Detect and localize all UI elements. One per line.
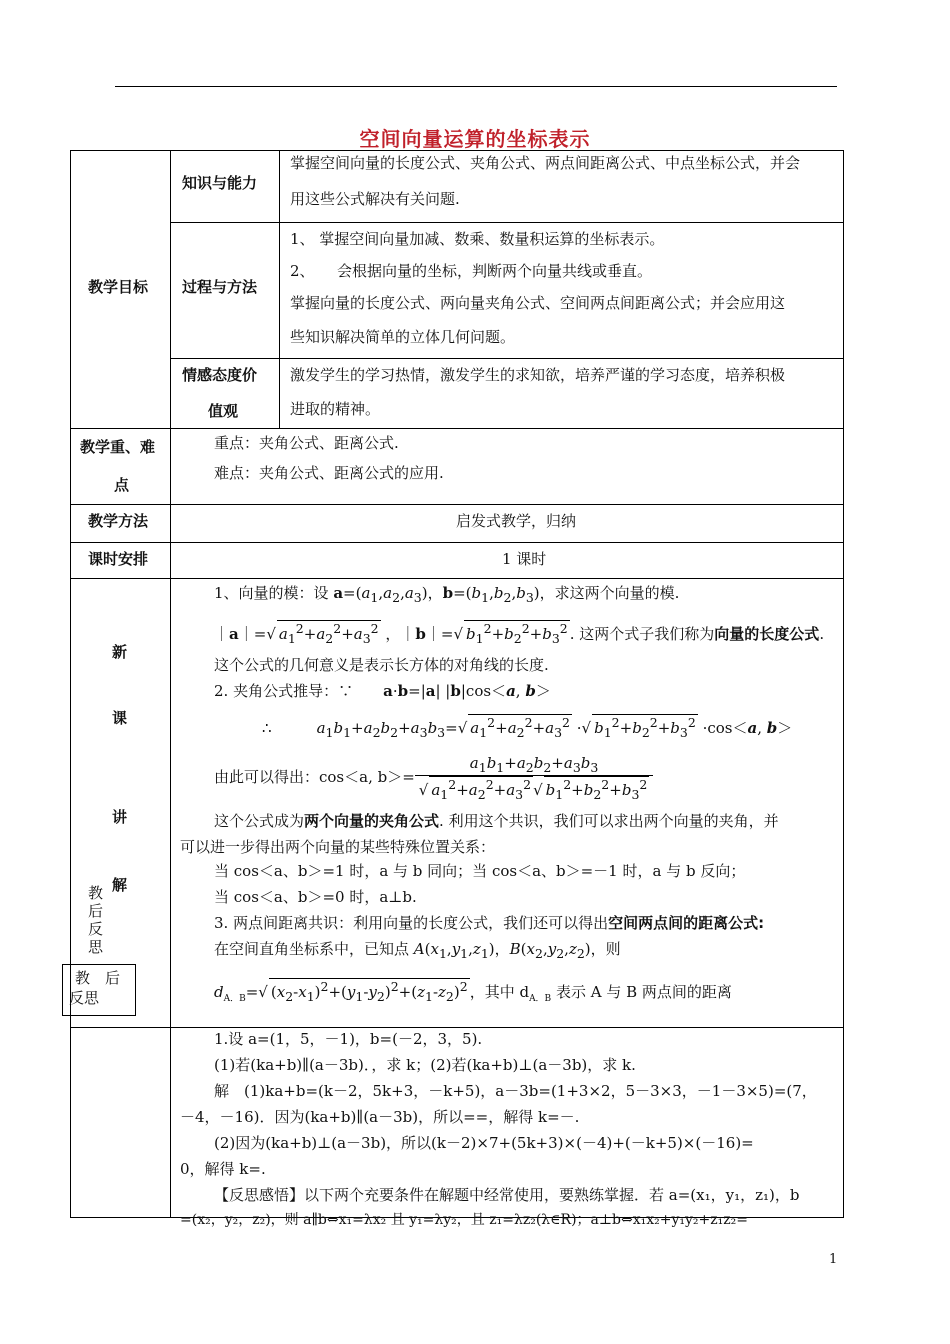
text-span: 1、向量的模：设	[214, 584, 334, 602]
text-span: 空间两点间的距离公式:	[608, 914, 765, 932]
formula-line-6: 由此可以得出：cos＜a, b＞= $\frac{a_1b_1+a_2b_2+a_3b_3}{√ a_1^2+a_2^2+a_3^2 √ b_1^2+b_2^2+b_3^2}$	[214, 754, 653, 802]
process-line-2: 2、 会根据向量的坐标，判断两个向量共线或垂直。	[290, 262, 653, 280]
text-span: 两个向量的夹角公式	[304, 812, 440, 830]
text-span: ，其中 d	[469, 983, 530, 1001]
attitude-text-2: 进取的精神。	[290, 400, 381, 418]
col-divider-1b	[170, 1028, 171, 1218]
attitude-text-1: 激发学生的学习热情，激发学生的求知欲，培养严谨的学习态度，培养积极	[290, 366, 786, 384]
row-line	[170, 222, 844, 223]
schedule-header: 课时安排	[88, 550, 149, 568]
row-line	[70, 578, 844, 579]
text-span: 向量的长度公式	[714, 625, 820, 643]
method-header: 教学方法	[88, 512, 149, 530]
reflect-small-char: 教	[88, 884, 104, 902]
knowledge-label: 知识与能力	[182, 174, 258, 192]
example-line-8: =(x₂，y₂，z₂)，则 a∥b⇔x₁=λx₂ 且 y₁=λy₂，且 z₁=λz₂(λ∈R)；a⊥b⇔x₁x₂+y₁y₂+z₁z₂=	[180, 1212, 748, 1228]
reflect-small-char: 反	[88, 920, 104, 938]
reflect-small-char: 后	[88, 902, 104, 920]
col-divider-2	[279, 150, 280, 428]
row-line	[70, 428, 844, 429]
text-span: 3. 两点间距离共识：利用向量的长度公式，我们还可以得出	[214, 914, 609, 932]
table-border-top	[70, 150, 844, 151]
formula-line-2: ｜a｜=√ $a_1^2+a_2^2+a_3^2$ ，｜b｜=√ $b_1^2+b_2^2+b_3^2$ . 这两个式子我们称为向量的长度公式.	[214, 621, 825, 646]
text-span: 2. 夹角公式推导：∵	[214, 682, 354, 700]
example-line-3: 解 (1)ka+b=(k－2，5k+3，－k+5)，a－3b=(1+3×2，5－3×3，－1－3×5)=(7，	[214, 1082, 817, 1100]
formula-line-11	[214, 914, 764, 932]
text-span: 表示 A 与 B 两点间的距离	[551, 983, 732, 1001]
text-span: ，求这两个向量的模.	[539, 584, 680, 602]
knowledge-text-1: 掌握空间向量的长度公式、夹角公式、两点间距离公式、中点坐标公式，并会	[290, 154, 801, 172]
formula-line-7	[214, 812, 779, 830]
row-line	[70, 1027, 844, 1028]
formula-line-4: 2. 夹角公式推导：∵ a·b=|a| |b|cos＜a, b＞	[214, 682, 551, 700]
text-span: 这个公式成为	[214, 812, 305, 830]
newlesson-char: 课	[112, 709, 128, 727]
col-divider-1	[170, 150, 171, 1027]
formula-line-5: ∴ $a_1b_1+a_2b_2+a_3b_3=√$ $a_1^2+a_2^2+a_3^2$ ·√ $b_1^2+b_2^2+b_3^2 \cdot\cos<a$, b＞	[262, 715, 793, 740]
method-text: 启发式教学，归纳	[456, 512, 577, 530]
objectives-header: 教学目标	[88, 278, 149, 296]
newlesson-char: 新	[112, 643, 128, 661]
table-border-right	[843, 150, 844, 1218]
page-title: 空间向量运算的坐标表示	[359, 127, 591, 151]
formula-line-10: 当 cos＜a、b＞=0 时，a⊥b.	[214, 888, 417, 906]
example-line-6: 0，解得 k=.	[180, 1160, 266, 1178]
keypoints-line-2: 难点：夹角公式、距离公式的应用.	[214, 464, 444, 482]
text-span: 在空间直角坐标系中，已知点	[214, 940, 414, 958]
knowledge-text-2: 用这些公式解决有关问题.	[290, 190, 460, 208]
reflect-small-char: 思	[88, 938, 104, 956]
example-line-7: 【反思感悟】以下两个充要条件在解题中经常使用，要熟练掌握．若 a=(x₁，y₁，z₁)，b	[214, 1186, 800, 1204]
process-line-3: 掌握向量的长度公式、两向量夹角公式、空间两点间距离公式；并会应用这	[290, 294, 786, 312]
row-line	[70, 504, 844, 505]
process-line-1: 1、 掌握空间向量加减、数乘、数量积运算的坐标表示。	[290, 230, 665, 248]
keypoints-line-1: 重点：夹角公式、距离公式.	[214, 434, 399, 452]
newlesson-char: 讲	[112, 808, 128, 826]
process-label: 过程与方法	[182, 278, 258, 296]
row-line	[170, 358, 844, 359]
text-span: ∴	[262, 719, 272, 737]
text-span: ，则	[590, 940, 621, 958]
example-line-5: (2)因为(ka+b)⊥(a－3b)，所以(k－2)×7+(5k+3)×(－4)+(－k+5)×(－16)=	[214, 1134, 754, 1152]
formula-line-1: 1、向量的模：设 $a=(a_1,a_2,a_3)$，$b=(b_1,b_2,b_3)$，求这两个向量的模.	[214, 584, 680, 605]
formula-line-8: 可以进一步得出两个向量的某些特殊位置关系：	[180, 838, 496, 856]
attitude-label-2: 值观	[208, 402, 239, 420]
formula-line-9: 当 cos＜a、b＞=1 时，a 与 b 同向；当 cos＜a、b＞=－1 时，a 与 b 反向；	[214, 862, 746, 880]
example-line-2: (1)若(ka+b)∥(a－3b)．，求 k；(2)若(ka+b)⊥(a－3b)，求 k.	[214, 1056, 636, 1074]
schedule-text: 1 课时	[502, 550, 547, 568]
text-span: . 利用这个共识，我们可以求出两个向量的夹角，并	[439, 812, 779, 830]
example-line-1: 1.设 a=(1，5，－1)，b=(－2，3，5).	[214, 1030, 483, 1048]
row-line	[70, 542, 844, 543]
formula-line-3: 这个公式的几何意义是表示长方体的对角线的长度.	[214, 656, 549, 674]
page-number: 1	[829, 1252, 838, 1267]
reflect-box	[62, 964, 136, 1016]
formula-line-13: $d_{A.B}=√$ $(x_2-x_1)^2+(y_1-y_2)^2+(z_1-z_2)^2$ ，其中 $d_{A.B}$ 表示 A 与 B 两点间的距离	[214, 979, 732, 1004]
reflect-box-line-2: 反思	[69, 989, 100, 1007]
process-line-4: 些知识解决简单的立体几何问题。	[290, 328, 516, 346]
example-line-4: －4，－16)．因为(ka+b)∥(a－3b)，所以==，解得 k=－.	[180, 1108, 580, 1126]
attitude-label-1: 情感态度价	[182, 366, 258, 384]
text-span: 由此可以得出：cos＜a, b＞=	[214, 768, 415, 786]
reflect-box-line-1: 教 后	[75, 969, 121, 987]
table-border-left	[70, 150, 71, 1218]
text-span: . 这两个式子我们称为	[569, 625, 715, 643]
keypoints-header-1: 教学重、难	[80, 438, 156, 456]
newlesson-char: 解	[112, 876, 128, 894]
header-rule	[115, 86, 837, 87]
formula-line-12: 在空间直角坐标系中，已知点 $A(x_1,y_1,z_1)$，$B(x_2,y_2,z_2)$，则	[214, 940, 621, 961]
keypoints-header-2: 点	[114, 476, 130, 494]
lesson-table	[69, 150, 844, 1228]
